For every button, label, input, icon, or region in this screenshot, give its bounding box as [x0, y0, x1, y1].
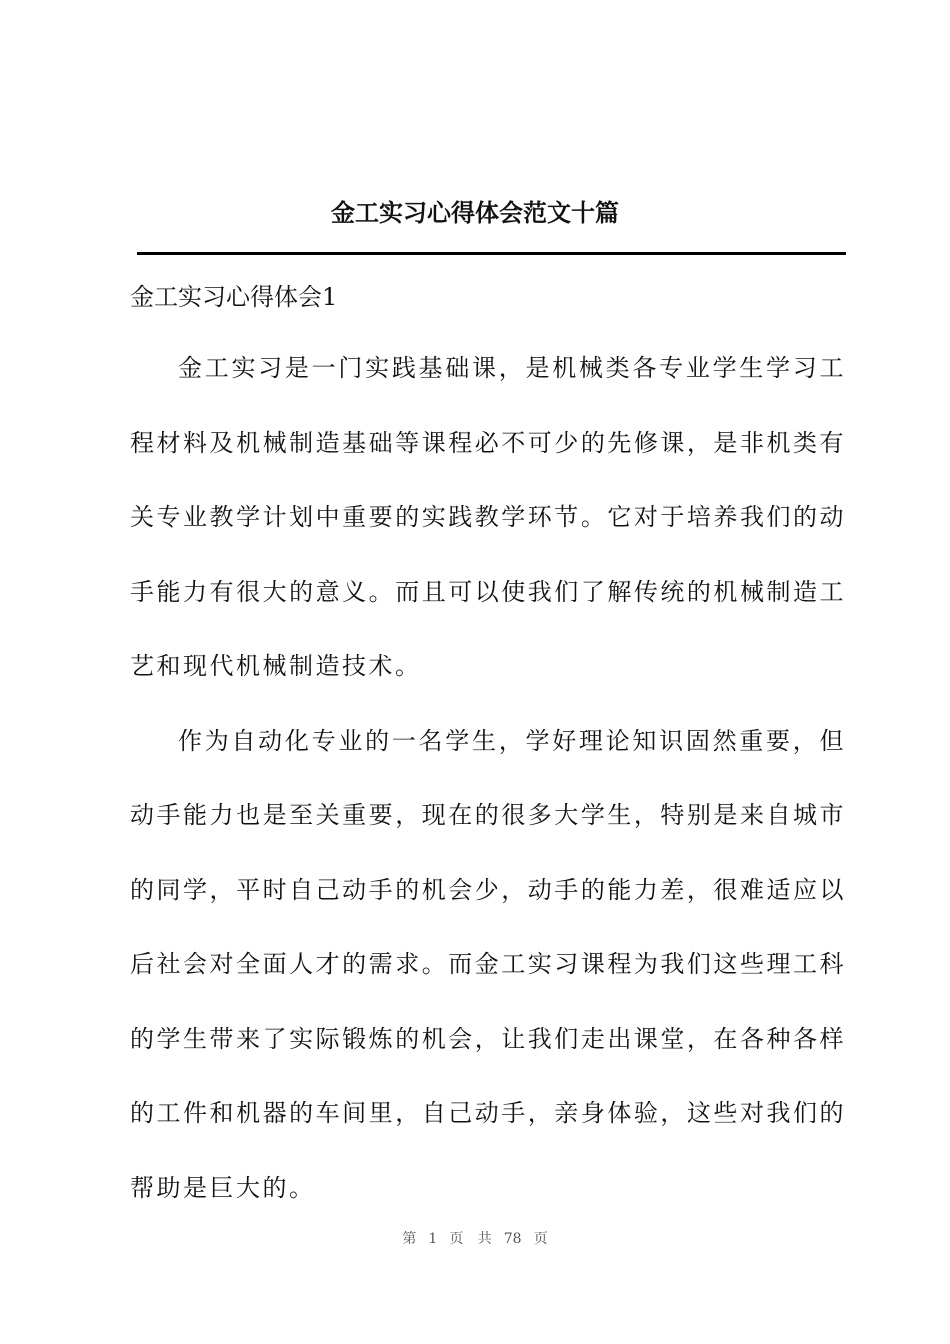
page-footer: [0, 1228, 950, 1248]
section-heading: 金工实习心得体会1: [130, 283, 338, 311]
document-body: [130, 331, 846, 1225]
document-title: 金工实习心得体会范文十篇: [331, 198, 619, 227]
footer-page-prefix: 第: [402, 1231, 417, 1247]
footer-page-suffix: 页: [533, 1231, 548, 1247]
body-paragraph: 金工实习是一门实践基础课，是机械类各专业学生学习工程材料及机械制造基础等课程必不可少的先修课，是非机类有关专业教学计划中重要的实践教学环节。它对于培养我们的动手能力有很大的意义。而且可以使我们了解传统的机械制造工艺和现代机械制造技术。: [130, 354, 846, 680]
footer-page-total: 78: [503, 1231, 522, 1247]
footer-page-number: 1: [428, 1231, 438, 1247]
body-paragraph: 作为自动化专业的一名学生，学好理论知识固然重要，但动手能力也是至关重要，现在的很多大学生，特别是来自城市的同学，平时自己动手的机会少，动手的能力差，很难适应以后社会对全面人才的需求。而金工实习课程为我们这些理工科的学生带来了实际锻炼的机会，让我们走出课堂，在各种各样的工件和机器的车间里，自己动手，亲身体验，这些对我们的帮助是巨大的。: [130, 726, 846, 1202]
footer-page-mid: 页 共: [449, 1231, 492, 1247]
title-underline-rule: [137, 252, 846, 255]
